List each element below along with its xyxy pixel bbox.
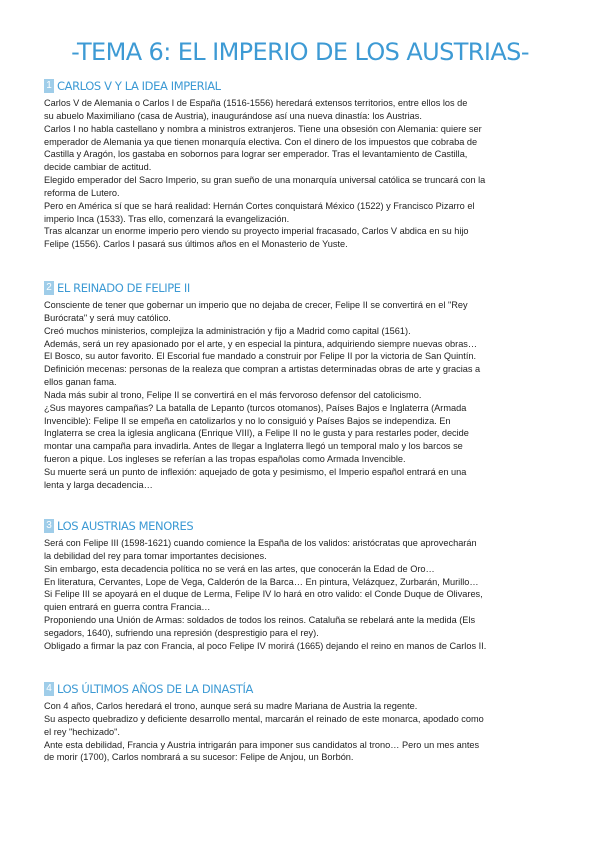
section-number-badge: 4 <box>44 682 54 696</box>
section-heading <box>44 280 556 295</box>
text-line: ellos ganan fama. <box>44 377 117 388</box>
text-line: Además, será un rey apasionado por el arte, y en especial la pintura, adquiriendo siempre nuevas obras… <box>44 338 478 349</box>
text-line: Inglaterra se crea la iglesia anglicana (Enrique VIII), a Felipe II no le gusta y para restarles poder, decide <box>44 428 469 439</box>
section-title: EL REINADO DE FELIPE II <box>57 280 190 295</box>
text-line: Carlos I no habla castellano y nombra a ministros extranjeros. Tiene una obsesión con Alemania: quiere ser <box>44 123 482 134</box>
text-line: Definición mecenas: personas de la realeza que compran a artistas determinadas obras de arte y gracias a <box>44 364 481 375</box>
section-body <box>44 299 556 492</box>
text-line: fueron a pique. Los ingleses se referían a las tropas españolas como Armada Invencible. <box>44 454 406 465</box>
text-line: decide cambiar de actitud. <box>44 162 152 173</box>
section-heading <box>44 518 556 533</box>
text-line: Si Felipe III se apoyará en el duque de Lerma, Felipe IV lo hará en otro valido: el Conde Duque de Olivares, <box>44 589 483 600</box>
text-line: Proponiendo una Unión de Armas: soldados de todos los reinos. Cataluña se rebelará ante la medida (Els <box>44 615 476 626</box>
text-line: Obligado a firmar la paz con Francia, al poco Felipe IV morirá (1665) dejando el reino en manos de Carlos II. <box>44 640 487 651</box>
section-carlos-v <box>44 78 556 251</box>
section-heading <box>44 681 556 696</box>
text-line: de morir (1700), Carlos nombrará a su sucesor: Felipe de Anjou, un Borbón. <box>44 752 354 763</box>
text-line: la debilidad del rey para tomar importantes decisiones. <box>44 550 267 561</box>
text-line: Consciente de tener que gobernar un imperio que no dejaba de crecer, Felipe II se convertirá en el "Rey <box>44 300 468 310</box>
section-number-badge: 2 <box>44 281 54 295</box>
text-line: Pero en América sí que se hará realidad: Hernán Cortes conquistará México (1522) y Francisco Pizarro el <box>44 200 475 211</box>
text-line: el rey "hechizado". <box>44 726 120 737</box>
text-line: Su aspecto quebradizo y deficiente desarrollo mental, marcarán el reinado de este monarca, apodado como <box>44 713 484 724</box>
section-body <box>44 700 556 764</box>
text-line: Nada más subir al trono, Felipe II se convertirá en el más fervoroso defensor del catolicismo. <box>44 389 422 400</box>
section-title: LOS ÚLTIMOS AÑOS DE LA DINASTÍA <box>57 681 253 696</box>
text-line: En literatura, Cervantes, Lope de Vega, Calderón de la Barca… En pintura, Velázquez, Zurbarán, Murillo… <box>44 576 479 587</box>
text-line: Carlos V de Alemania o Carlos I de España (1516-1556) heredará extensos territorios, entre ellos los de <box>44 98 468 108</box>
section-title: LOS AUSTRIAS MENORES <box>57 518 194 533</box>
text-line: Tras alcanzar un enorme imperio pero viendo su proyecto imperial fracasado, Carlos V abdica en su hijo <box>44 226 469 237</box>
section-body <box>44 537 556 653</box>
section-felipe-ii <box>44 280 556 492</box>
text-line: El Bosco, su autor favorito. El Escorial fue mandado a construir por Felipe II por la victoria de San Quintín. <box>44 351 477 362</box>
text-line: segadors, 1640), sufriendo una represión (desprestigio para el rey). <box>44 627 319 638</box>
text-line: imperio Inca (1533). Tras ello, comenzará la evangelización. <box>44 213 290 224</box>
text-line: Invencible): Felipe II se empeña en catolizarlos y no lo consiguió y Países Bajos se independiza. En <box>44 415 451 426</box>
text-line: Burócrata" y será muy católico. <box>44 312 171 323</box>
text-line: emperador de Alemania ya que tienen monarquía electiva. Con el dinero de los impuestos que cobraba de <box>44 136 478 147</box>
text-line: Ante esta debilidad, Francia y Austria intrigarán para imponer sus candidatos al trono… Pero un mes antes <box>44 739 480 750</box>
text-line: Sin embargo, esta decadencia política no se verá en las artes, que conocerán la Edad de Oro… <box>44 563 435 574</box>
text-line: lenta y larga decadencia… <box>44 479 153 490</box>
section-title: CARLOS V Y LA IDEA IMPERIAL <box>57 78 221 93</box>
text-line: Castilla y Aragón, los gastaba en sobornos para lograr ser emperador. Tras el levantamiento de Castilla, <box>44 149 468 160</box>
text-line: Con 4 años, Carlos heredará el trono, aunque será su madre Mariana de Austria la regente. <box>44 701 418 711</box>
section-number-badge: 3 <box>44 519 54 533</box>
section-heading <box>44 78 556 93</box>
text-line: ¿Sus mayores campañas? La batalla de Lepanto (turcos otomanos), Países Bajos e Inglaterra (Armada <box>44 402 467 413</box>
text-line: quien entrará en guerra contra Francia… <box>44 602 211 613</box>
text-line: Creó muchos ministerios, complejiza la administración y fijo a Madrid como capital (1561). <box>44 325 411 336</box>
text-line: Su muerte será un punto de inflexión: aquejado de gota y pesimismo, el Imperio español entrará en una <box>44 466 467 477</box>
text-line: montar una campaña para invadirla. Antes de llegar a Inglaterra llegó un temporal malo y los barcos se <box>44 441 463 452</box>
page-title: -TEMA 6: EL IMPERIO DE LOS AUSTRIAS- <box>71 38 529 66</box>
section-body <box>44 97 556 251</box>
section-austrias-menores <box>44 518 556 653</box>
section-ultimos-anos <box>44 681 556 764</box>
text-line: Elegido emperador del Sacro Imperio, su gran sueño de una monarquía universal católica se truncará con la <box>44 175 486 186</box>
text-line: Felipe (1556). Carlos I pasará sus últimos años en el Monasterio de Yuste. <box>44 239 348 250</box>
text-line: Será con Felipe III (1598-1621) cuando comience la España de los validos: aristócratas que aprovecharán <box>44 538 477 548</box>
section-number-badge: 1 <box>44 79 54 93</box>
text-line: reforma de Lutero. <box>44 187 120 198</box>
text-line: su abuelo Maximiliano (casa de Austria), inaugurándose así una nueva dinastía: los Austrias. <box>44 110 422 121</box>
